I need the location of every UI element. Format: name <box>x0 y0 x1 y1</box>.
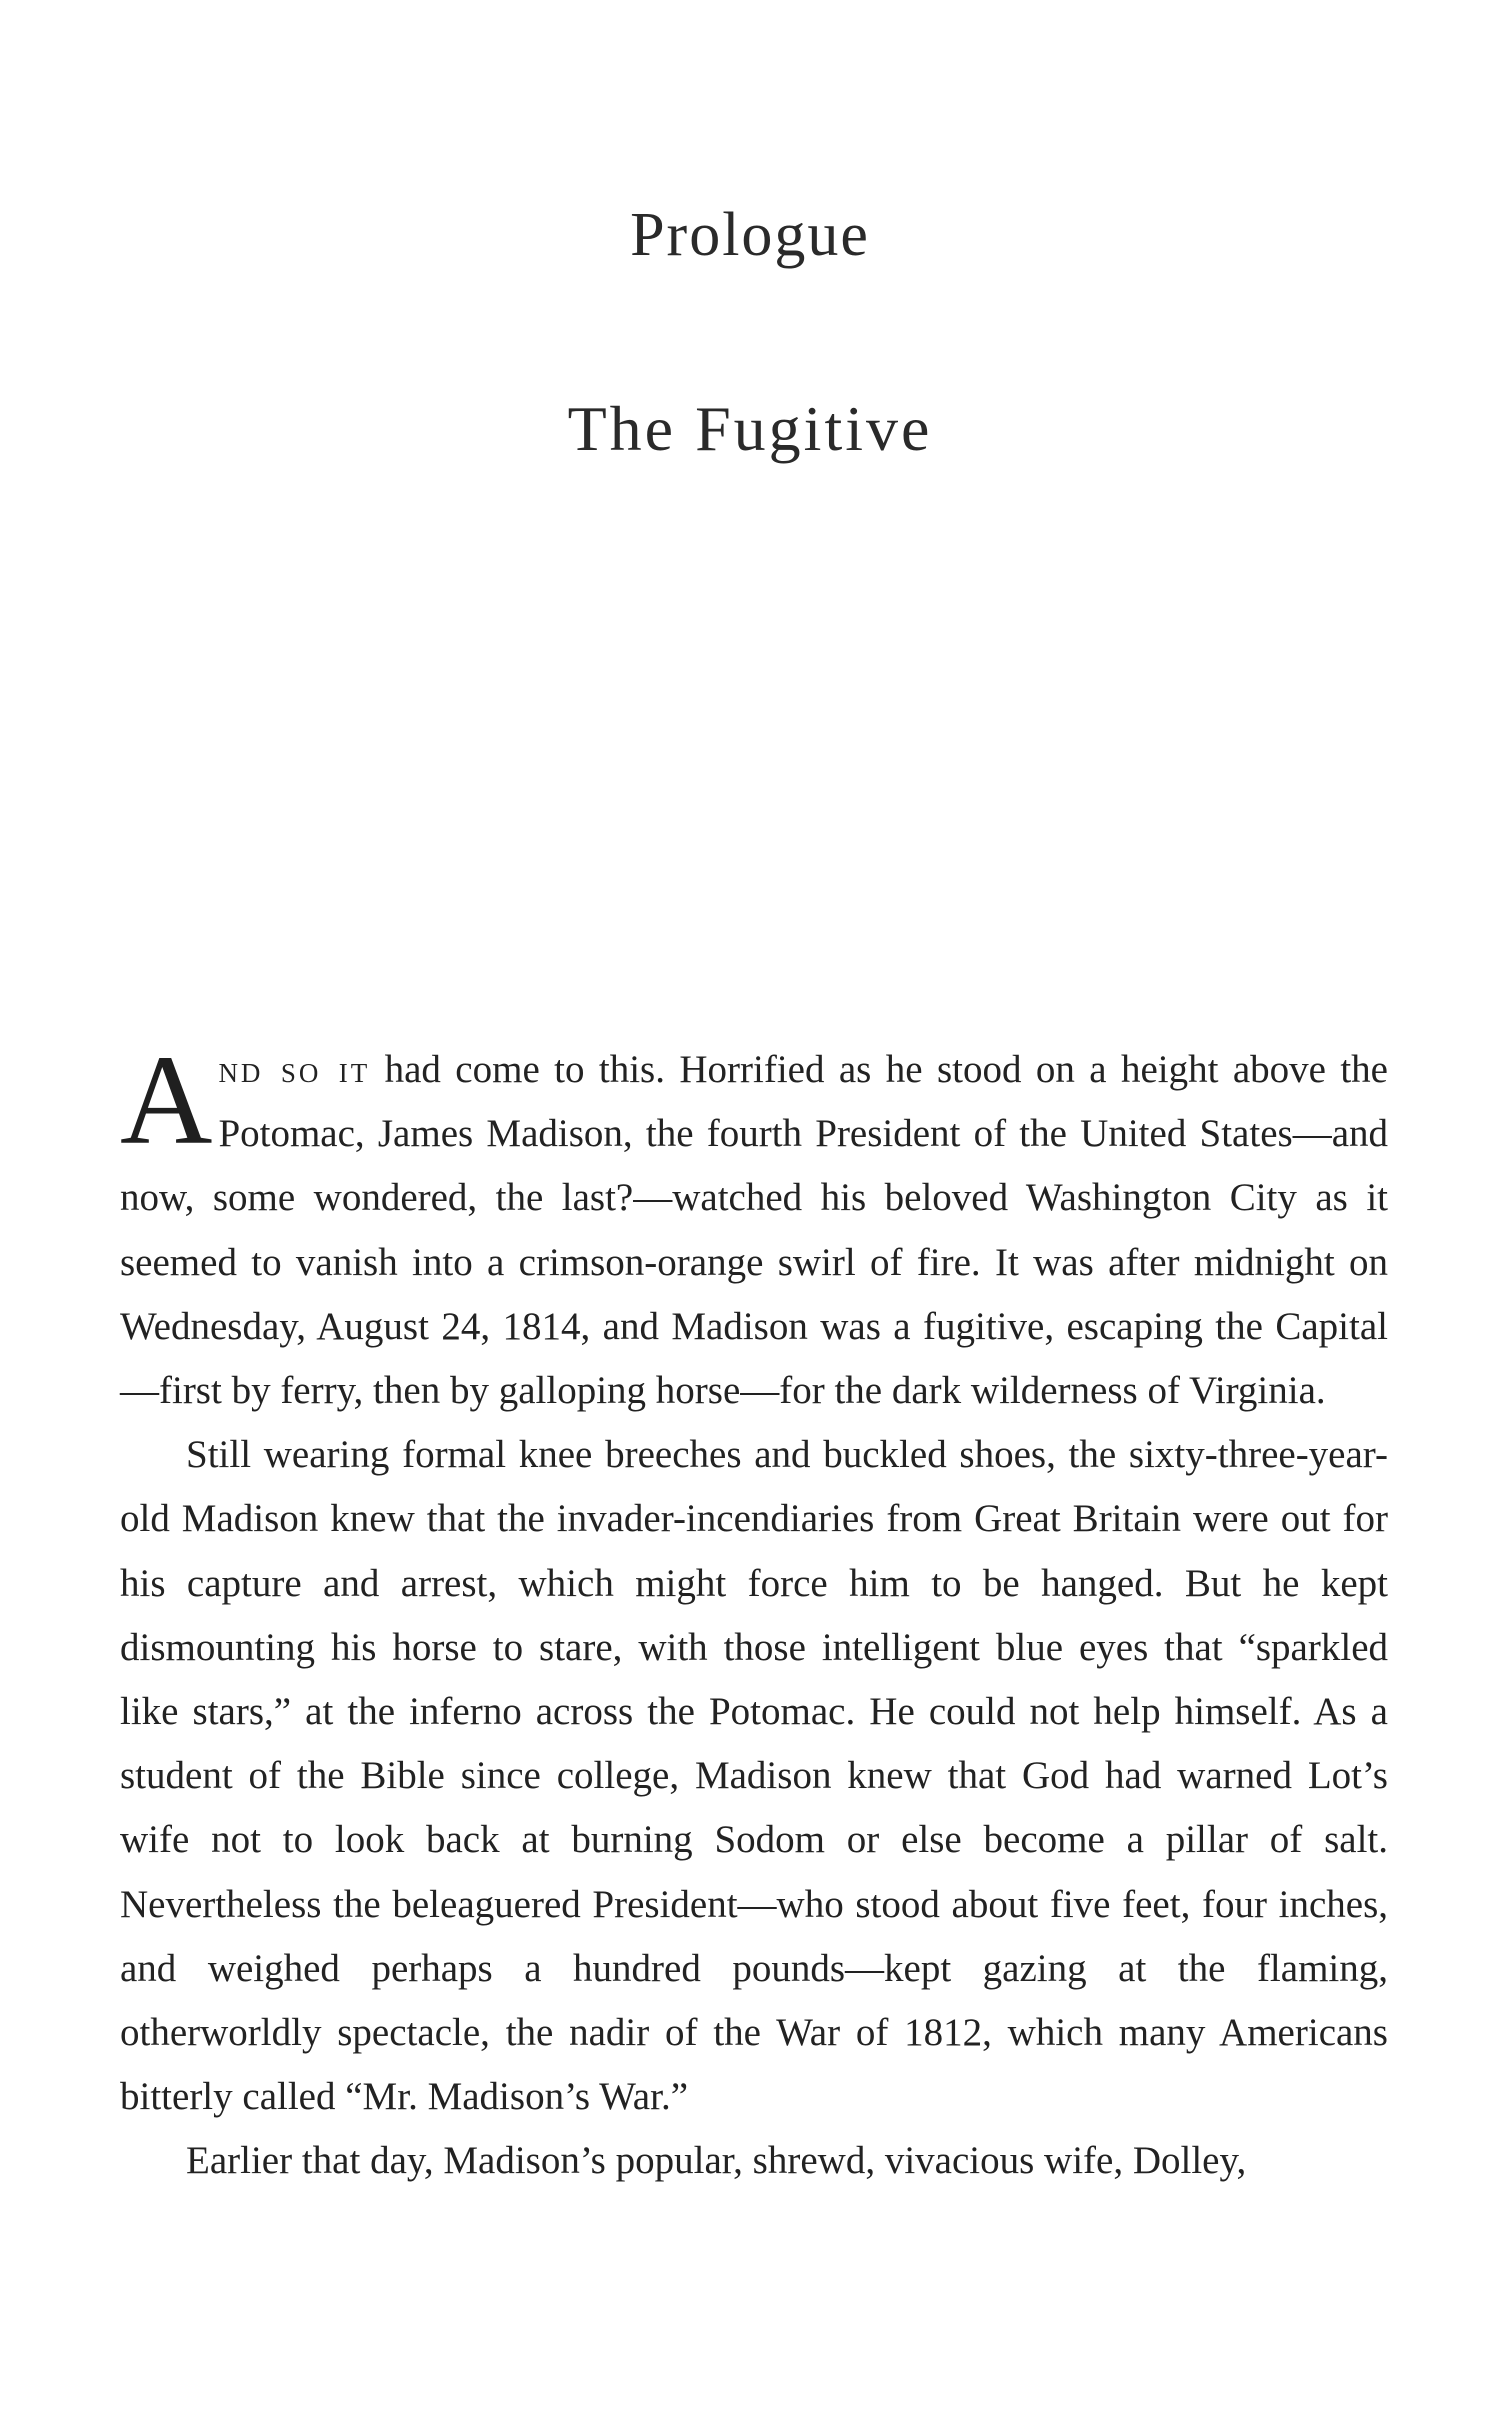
part-label: Prologue <box>630 201 870 269</box>
lead-in-small-caps: nd so it <box>218 1048 371 1091</box>
paragraph-1 <box>120 1029 1388 1423</box>
chapter-title: The Fugitive <box>567 393 933 464</box>
paragraph-1-text: had come to this. Horrified as he stood on a height above the Potomac, James Madison, the fourth President of the United States—and now, some wondered, the last?—watched his beloved Washington City as it seemed to vanish into a crimson-orange swirl of fire. It was after midnight on Wednesday, August 24, 1814, and Madison was a fugitive, escaping the Capital—first by ferry, then by galloping horse—for the dark wilderness of Virginia. <box>120 1048 1388 1413</box>
paragraph-3: Earlier that day, Madison’s popular, shrewd, vivacious wife, Dolley, <box>186 2139 1247 2183</box>
paragraph-2: Still wearing formal knee breeches and buckled shoes, the sixty-three-year-old Madison knew that the invader-incendiaries from Great Britain were out for his capture and arrest, which might force him to be hanged. But he kept dismounting his horse to stare, with those intelligent blue eyes that “sparkled like stars,” at the inferno across the Potomac. He could not help himself. As a student of the Bible since college, Madison knew that God had warned Lot’s wife not to look back at burning Sodom or else become a pillar of salt. Nevertheless the beleaguered President—who stood about five feet, four inches, and weighed perhaps a hundred pounds—kept gazing at the flaming, otherworldly spectacle, the nadir of the War of 1812, which many Americans bitterly called “Mr. Madison’s War.” <box>120 1433 1388 2119</box>
body-text <box>120 1029 1388 2194</box>
drop-cap: A <box>120 1029 213 1171</box>
